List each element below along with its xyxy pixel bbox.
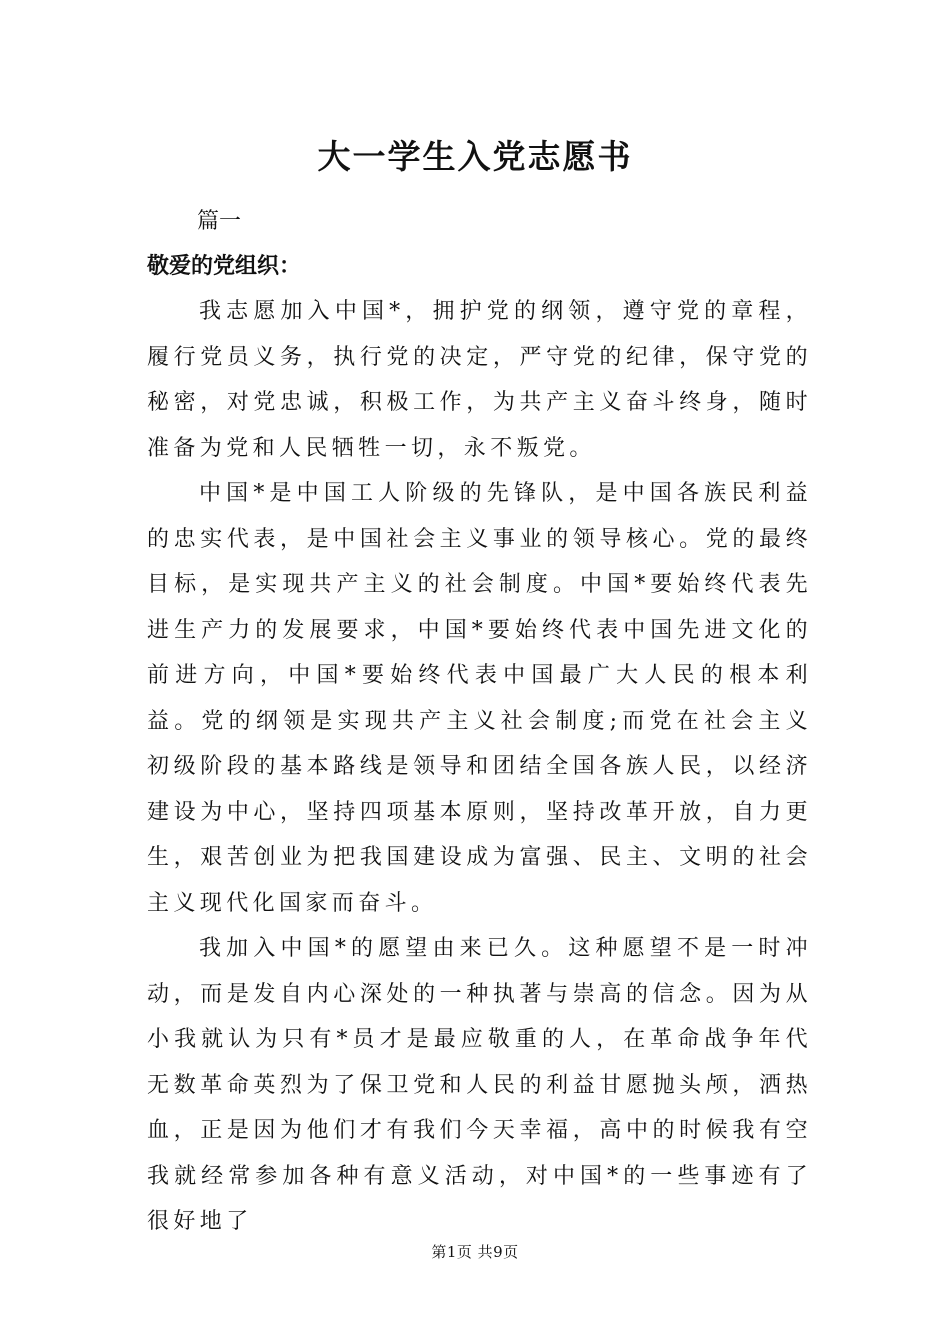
paragraph-1: 我志愿加入中国*，拥护党的纲领，遵守党的章程，履行党员义务，执行党的决定，严守党的纪律，保守党的秘密，对党忠诚，积极工作，为共产主义奋斗终身，随时准备为党和人民牺牲一切，永不叛党。	[147, 299, 812, 461]
section-label: 篇一	[197, 209, 242, 234]
salutation: 敬爱的党组织：	[147, 253, 302, 279]
paragraph-2: 中国*是中国工人阶级的先锋队，是中国各族民利益的忠实代表，是中国社会主义事业的领导核心。党的最终目标，是实现共产主义的社会制度。中国*要始终代表先进生产力的发展要求，中国*要始终代表中国先进文化的前进方向，中国*要始终代表中国最广大人民的根本利益。党的纲领是实现共产主义社会制度;而党在社会主义初级阶段的基本路线是领导和团结全国各族人民，以经济建设为中心，坚持四项基本原则，坚持改革开放，自力更生，艰苦创业为把我国建设成为富强、民主、文明的社会主义现代化国家而奋斗。	[147, 481, 812, 916]
document-body	[147, 289, 812, 1245]
page-footer: 第1页 共9页	[431, 1243, 519, 1261]
document-title: 大一学生入党志愿书	[317, 137, 633, 176]
paragraph-3: 我加入中国*的愿望由来已久。这种愿望不是一时冲动，而是发自内心深处的一种执著与崇高的信念。因为从小我就认为只有*员才是最应敬重的人，在革命战争年代无数革命英烈为了保卫党和人民的利益甘愿抛头颅，洒热血，正是因为他们才有我们今天幸福，高中的时候我有空我就经常参加各种有意义活动，对中国*的一些事迹有了很好地了	[147, 936, 812, 1234]
